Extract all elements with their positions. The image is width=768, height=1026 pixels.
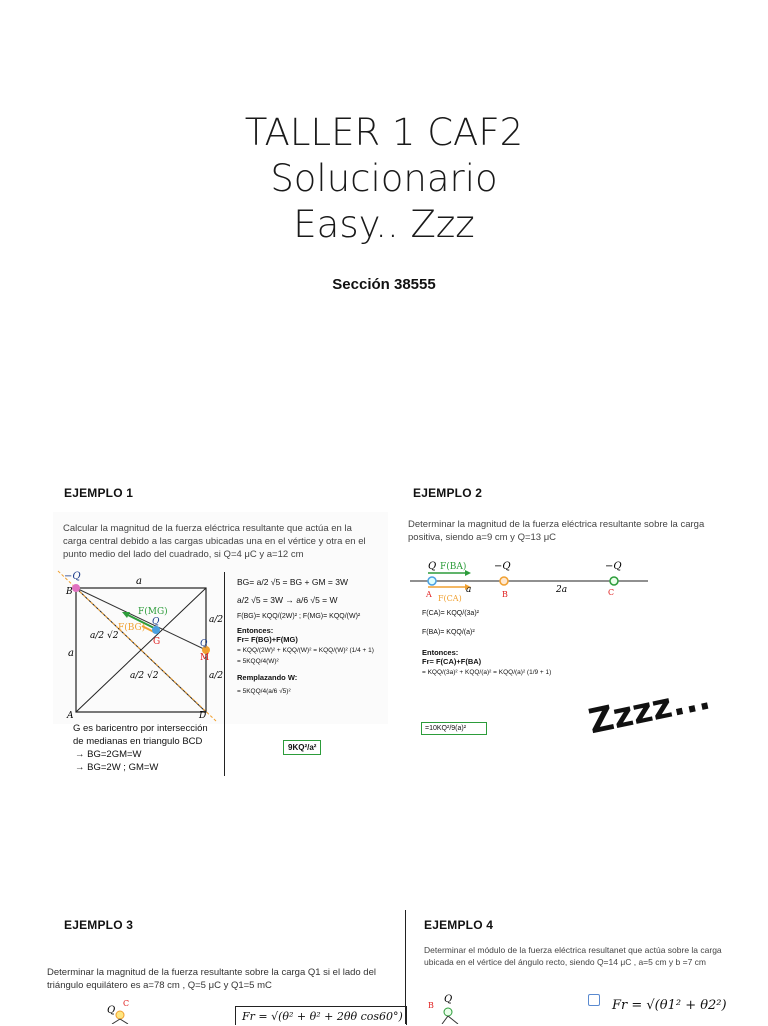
side-4-right — [448, 1016, 458, 1024]
label-neg-q-b: −Q — [494, 561, 511, 572]
ejemplo2-steps — [422, 610, 572, 676]
step-4: Entonces: — [237, 626, 274, 635]
step-3: F(BG)= KQQ/(2W)² ; F(MG)= KQQ/(W)² — [237, 613, 361, 620]
label-pb: B — [502, 590, 508, 599]
label-b: B — [66, 587, 73, 597]
e2-step-1: F(CA)= KQQ/(3a)² — [422, 610, 479, 617]
ejemplo2-answer-box: =10KQ²/9(a)² — [421, 722, 487, 735]
charge-g — [152, 626, 160, 634]
ejemplo3-label: EJEMPLO 3 — [64, 918, 134, 932]
ejemplo3-4-divider — [405, 910, 406, 1024]
side-4-left — [442, 1016, 448, 1024]
note-4: → BG=2W ; GM=W — [75, 762, 159, 773]
label-f-mg: F(MG) — [138, 607, 168, 617]
side-right — [120, 1019, 128, 1024]
charge-b4 — [444, 1008, 452, 1016]
label-q-m: Q — [200, 639, 208, 649]
label-g: G — [153, 637, 161, 647]
label-f-bg: F(BG) — [118, 623, 146, 633]
label-2a-dist: 2a — [556, 585, 568, 595]
label-diag-1: a/2 √2 — [90, 631, 119, 641]
label-q4: Q — [444, 994, 453, 1005]
charge-q1 — [116, 1011, 124, 1019]
charge-b — [72, 584, 80, 592]
label-d: D — [199, 711, 207, 721]
label-f-ba: F(BA) — [440, 562, 467, 572]
step-2: a/2 √5 = 3W → a/6 √5 = W — [237, 595, 338, 605]
label-a-left: a — [68, 648, 74, 659]
label-a-dist: a — [466, 585, 472, 595]
ejemplo2-figure — [408, 556, 653, 604]
label-pc: C — [608, 588, 615, 597]
ejemplo4-figure — [424, 988, 474, 1024]
step-9: = 5KQQ/4(a/6 √5)² — [237, 688, 291, 695]
ejemplo1-answer-box: 9KQ²/a² — [283, 740, 321, 755]
title-line-3: Easy.. Zzz — [293, 203, 475, 246]
label-q2: Q — [428, 561, 437, 572]
ejemplo2-problem: Determinar la magnitud de la fuerza eléctrica resultante sobre la carga positiva, siendo a=9 cm y Q=13 μC — [408, 519, 705, 543]
ejemplo2-label: EJEMPLO 2 — [413, 486, 483, 500]
step-7: = 5KQQ/4(W)² — [237, 658, 279, 665]
ejemplo1-problem: Calcular la magnitud de la fuerza eléctrica resultante que actúa en la carga central debido a las cargas ubicadas una en el vértice y otra en el punto medio del lado del cuadrado, si Q=4 μC y a=12 cm — [63, 523, 366, 560]
section-label: Sección 38555 — [332, 276, 436, 293]
label-f-ca: F(CA) — [438, 594, 462, 603]
label-pa: A — [426, 590, 432, 599]
ejemplo3-formula: Fr = √(θ² + θ² + 2θθ cos60°) — [242, 1010, 403, 1023]
step-6: = KQQ/(2W)² + KQQ/(W)² = KQQ/(W)² (1/4 + 1) — [237, 647, 374, 654]
label-q-center: Q — [152, 617, 160, 627]
ejemplo1-notes — [73, 722, 208, 774]
label-a-half-2: a/2 — [209, 671, 224, 681]
e2-step-4: Fr= F(CA)+F(BA) — [422, 657, 482, 666]
step-1: BG= a/2 √5 = BG + GM = 3W — [237, 577, 348, 587]
charge-b2 — [500, 577, 508, 585]
label-q3: Q — [107, 1005, 116, 1016]
title-line-1: TALLER 1 CAF2 — [244, 111, 524, 154]
ejemplo4-label: EJEMPLO 4 — [424, 918, 494, 932]
charge-c — [610, 577, 618, 585]
ejemplo4-problem: Determinar el módulo de la fuerza eléctrica resultanet que actúa sobre la carga ubicada en el vértice del ángulo recto, siendo Q=14 μC , a=5 cm y b =7 cm — [424, 945, 722, 967]
slide-title — [0, 110, 768, 248]
label-a-half-1: a/2 — [209, 615, 224, 625]
ejemplo1-label: EJEMPLO 1 — [64, 486, 134, 500]
ejemplo1-steps — [237, 577, 385, 695]
label-neg-q-c: −Q — [605, 561, 622, 572]
e2-step-2: F(BA)= KQQ/(a)² — [422, 629, 475, 636]
note-2: de medianas en triangulo BCD — [73, 736, 203, 747]
label-neg-q: −Q — [64, 571, 81, 582]
ejemplo3-formula-box — [235, 1006, 407, 1025]
label-m: M — [200, 653, 210, 663]
label-c3: C — [123, 999, 130, 1008]
label-a-top: a — [136, 576, 142, 587]
ejemplo4-move-icon — [588, 994, 600, 1006]
label-diag-2: a/2 √2 — [130, 671, 159, 681]
title-line-2: Solucionario — [270, 157, 498, 200]
ejemplo1-figure — [56, 566, 226, 726]
ejemplo3-figure — [100, 996, 140, 1024]
side-left — [112, 1019, 120, 1024]
note-3: → BG=2GM=W — [75, 749, 142, 760]
e2-step-5: = KQQ/(3a)² + KQQ/(a)² = KQQ/(a)² (1/9 + 1) — [422, 669, 552, 676]
step-8: Remplazando W: — [237, 673, 298, 682]
note-1: G es baricentro por intersección — [73, 723, 208, 734]
ejemplo3-problem: Determinar la magnitud de la fuerza resultante sobre la carga Q1 si el lado del triángulo equilátero es a=78 cm , Q=5 μC y Q1=5 mC — [47, 967, 376, 991]
step-5: Fr= F(BG)+F(MG) — [237, 635, 298, 644]
zzz-doodle: Zzzz... — [585, 677, 714, 743]
label-b4: B — [428, 1001, 434, 1010]
ejemplo4-formula: Fr = √(θ1² + θ2²) — [612, 998, 727, 1013]
e2-step-3: Entonces: — [422, 648, 459, 657]
label-a-vertex: A — [67, 711, 74, 721]
ejemplo1-divider — [224, 572, 225, 776]
charge-a — [428, 577, 436, 585]
